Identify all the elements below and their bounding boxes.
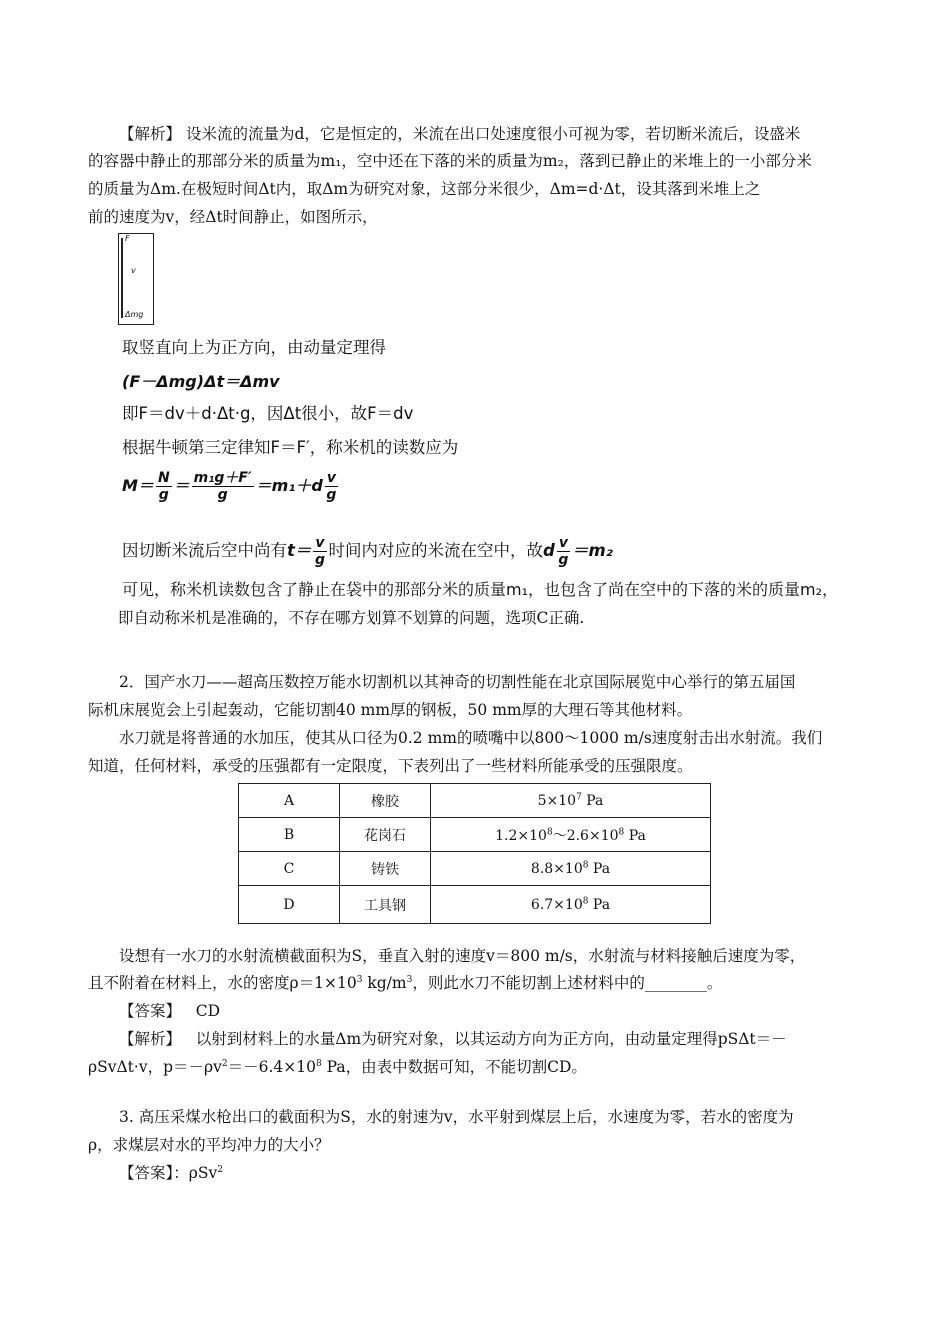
q3-answer: 【答案】：ρSv$^2$ [119,1164,223,1182]
analysis-line-3: 的质量为Δm.在极短时间Δt内，取Δm为研究对象，这部分米很少，Δm=d·Δt，设其落到米堆上之 [88,180,761,198]
material-cell: 铸铁 [340,852,431,886]
force-axis [121,238,123,318]
q2-line-1: 2．国产水刀——超高压数控万能水切割机以其神奇的切割性能在北京国际展览中心举行的第五届国 [119,673,796,691]
table-row [239,886,711,924]
option-cell: D [239,886,340,924]
table-row [239,852,711,886]
q3-line-2: ρ，求煤层对水的平均冲力的大小？ [88,1136,330,1154]
derivation-line-6: 因切断米流后空中尚有t＝ $\frac{v}{g}$ 时间内对应的米流在空中，故d $\frac{v}{g}$ ＝m₂ [122,535,613,568]
analysis-line-4: 前的速度为v，经Δt时间静止，如图所示， [88,208,378,226]
derivation-line-8: 即自动称米机是准确的，不存在哪方划算不划算的问题，选项C正确. [118,609,585,627]
pressure-limit-table [238,783,711,924]
q2-analysis-line-1: 【解析】 以射到材料上的水量Δm为研究对象，以其运动方向为正方向，由动量定理得pSΔt＝－ [119,1030,787,1048]
derivation-eq-1: (F－Δmg)Δt＝Δmv [122,372,280,391]
q2-answer: 【答案】 CD [119,1002,221,1020]
derivation-line-1: 取竖直向上为正方向，由动量定理得 [122,338,386,357]
option-cell: C [239,852,340,886]
q2-line-3: 水刀就是将普通的水加压，使其从口径为0.2 mm的喷嘴中以800～1000 m/s速度射击出水射流。我们 [119,729,823,747]
material-cell: 橡胶 [340,784,431,818]
material-cell: 花岗石 [340,818,431,852]
q3-line-1: 3. 高压采煤水枪出口的截面积为S，水的射速为v，水平射到煤层上后，水速度为零，若水的密度为 [119,1108,794,1126]
option-cell: A [239,784,340,818]
material-cell: 工具钢 [340,886,431,924]
q2-line-2: 际机床展览会上引起轰动，它能切割40 mm厚的钢板，50 mm厚的大理石等其他材料。 [88,701,693,719]
reading-formula: M＝ $\frac{N}{g}$ ＝ $\frac{\text{m₁g＋F′}}{g}$ ＝m₁＋d $\frac{v}{g}$ [122,470,337,503]
derivation-line-7: 可见，称米机读数包含了静止在袋中的那部分米的质量m₁，也包含了尚在空中的下落的米的质量m₂， [122,580,839,599]
gravity-label: Δmg [125,310,144,319]
force-f-label: F [125,234,130,243]
q2-line-4: 知道，任何材料，承受的压强都有一定限度，下表列出了一些材料所能承受的压强限度。 [88,757,693,775]
analysis-line-2: 的容器中静止的那部分米的质量为m₁，空中还在下落的米的质量为m₂，落到已静止的米堆上的一小部分米 [88,152,812,170]
pressure-cell: $1.2\times 10^8\sim 2.6\times 10^8$ Pa [431,818,711,852]
pressure-cell: $5\times 10^7$ Pa [431,784,711,818]
pressure-cell: $6.7\times 10^8$ Pa [431,886,711,924]
pressure-cell: $8.8\times 10^8$ Pa [431,852,711,886]
option-cell: B [239,818,340,852]
velocity-label: v [131,266,136,275]
q2-line-5: 设想有一水刀的水射流横截面积为S，垂直入射的速度v＝800 m/s，水射流与材料接触后速度为零， [119,947,806,965]
analysis-line-1: 【解析】 设米流的流量为d，它是恒定的，米流在出口处速度很小可视为零，若切断米流后，设盛米 [119,125,801,143]
q2-analysis-line-2: ρSvΔt·v，$p=-\rho v^2=-6.4\times 10^8$ Pa，由表中数据可知，不能切割CD。 [88,1058,587,1076]
derivation-line-3: 即F＝dv＋d·Δt·g，因Δt很小，故F＝dv [122,404,414,423]
table-row [239,818,711,852]
table-row [239,784,711,818]
q2-line-6: 且不附着在材料上，水的密度$\rho=1\times 10^3$ $kg/m^3$，则此水刀不能切割上述材料中的________。 [88,974,723,992]
derivation-line-4: 根据牛顿第三定律知F＝F′，称米机的读数应为 [122,438,459,457]
force-diagram [118,233,154,325]
